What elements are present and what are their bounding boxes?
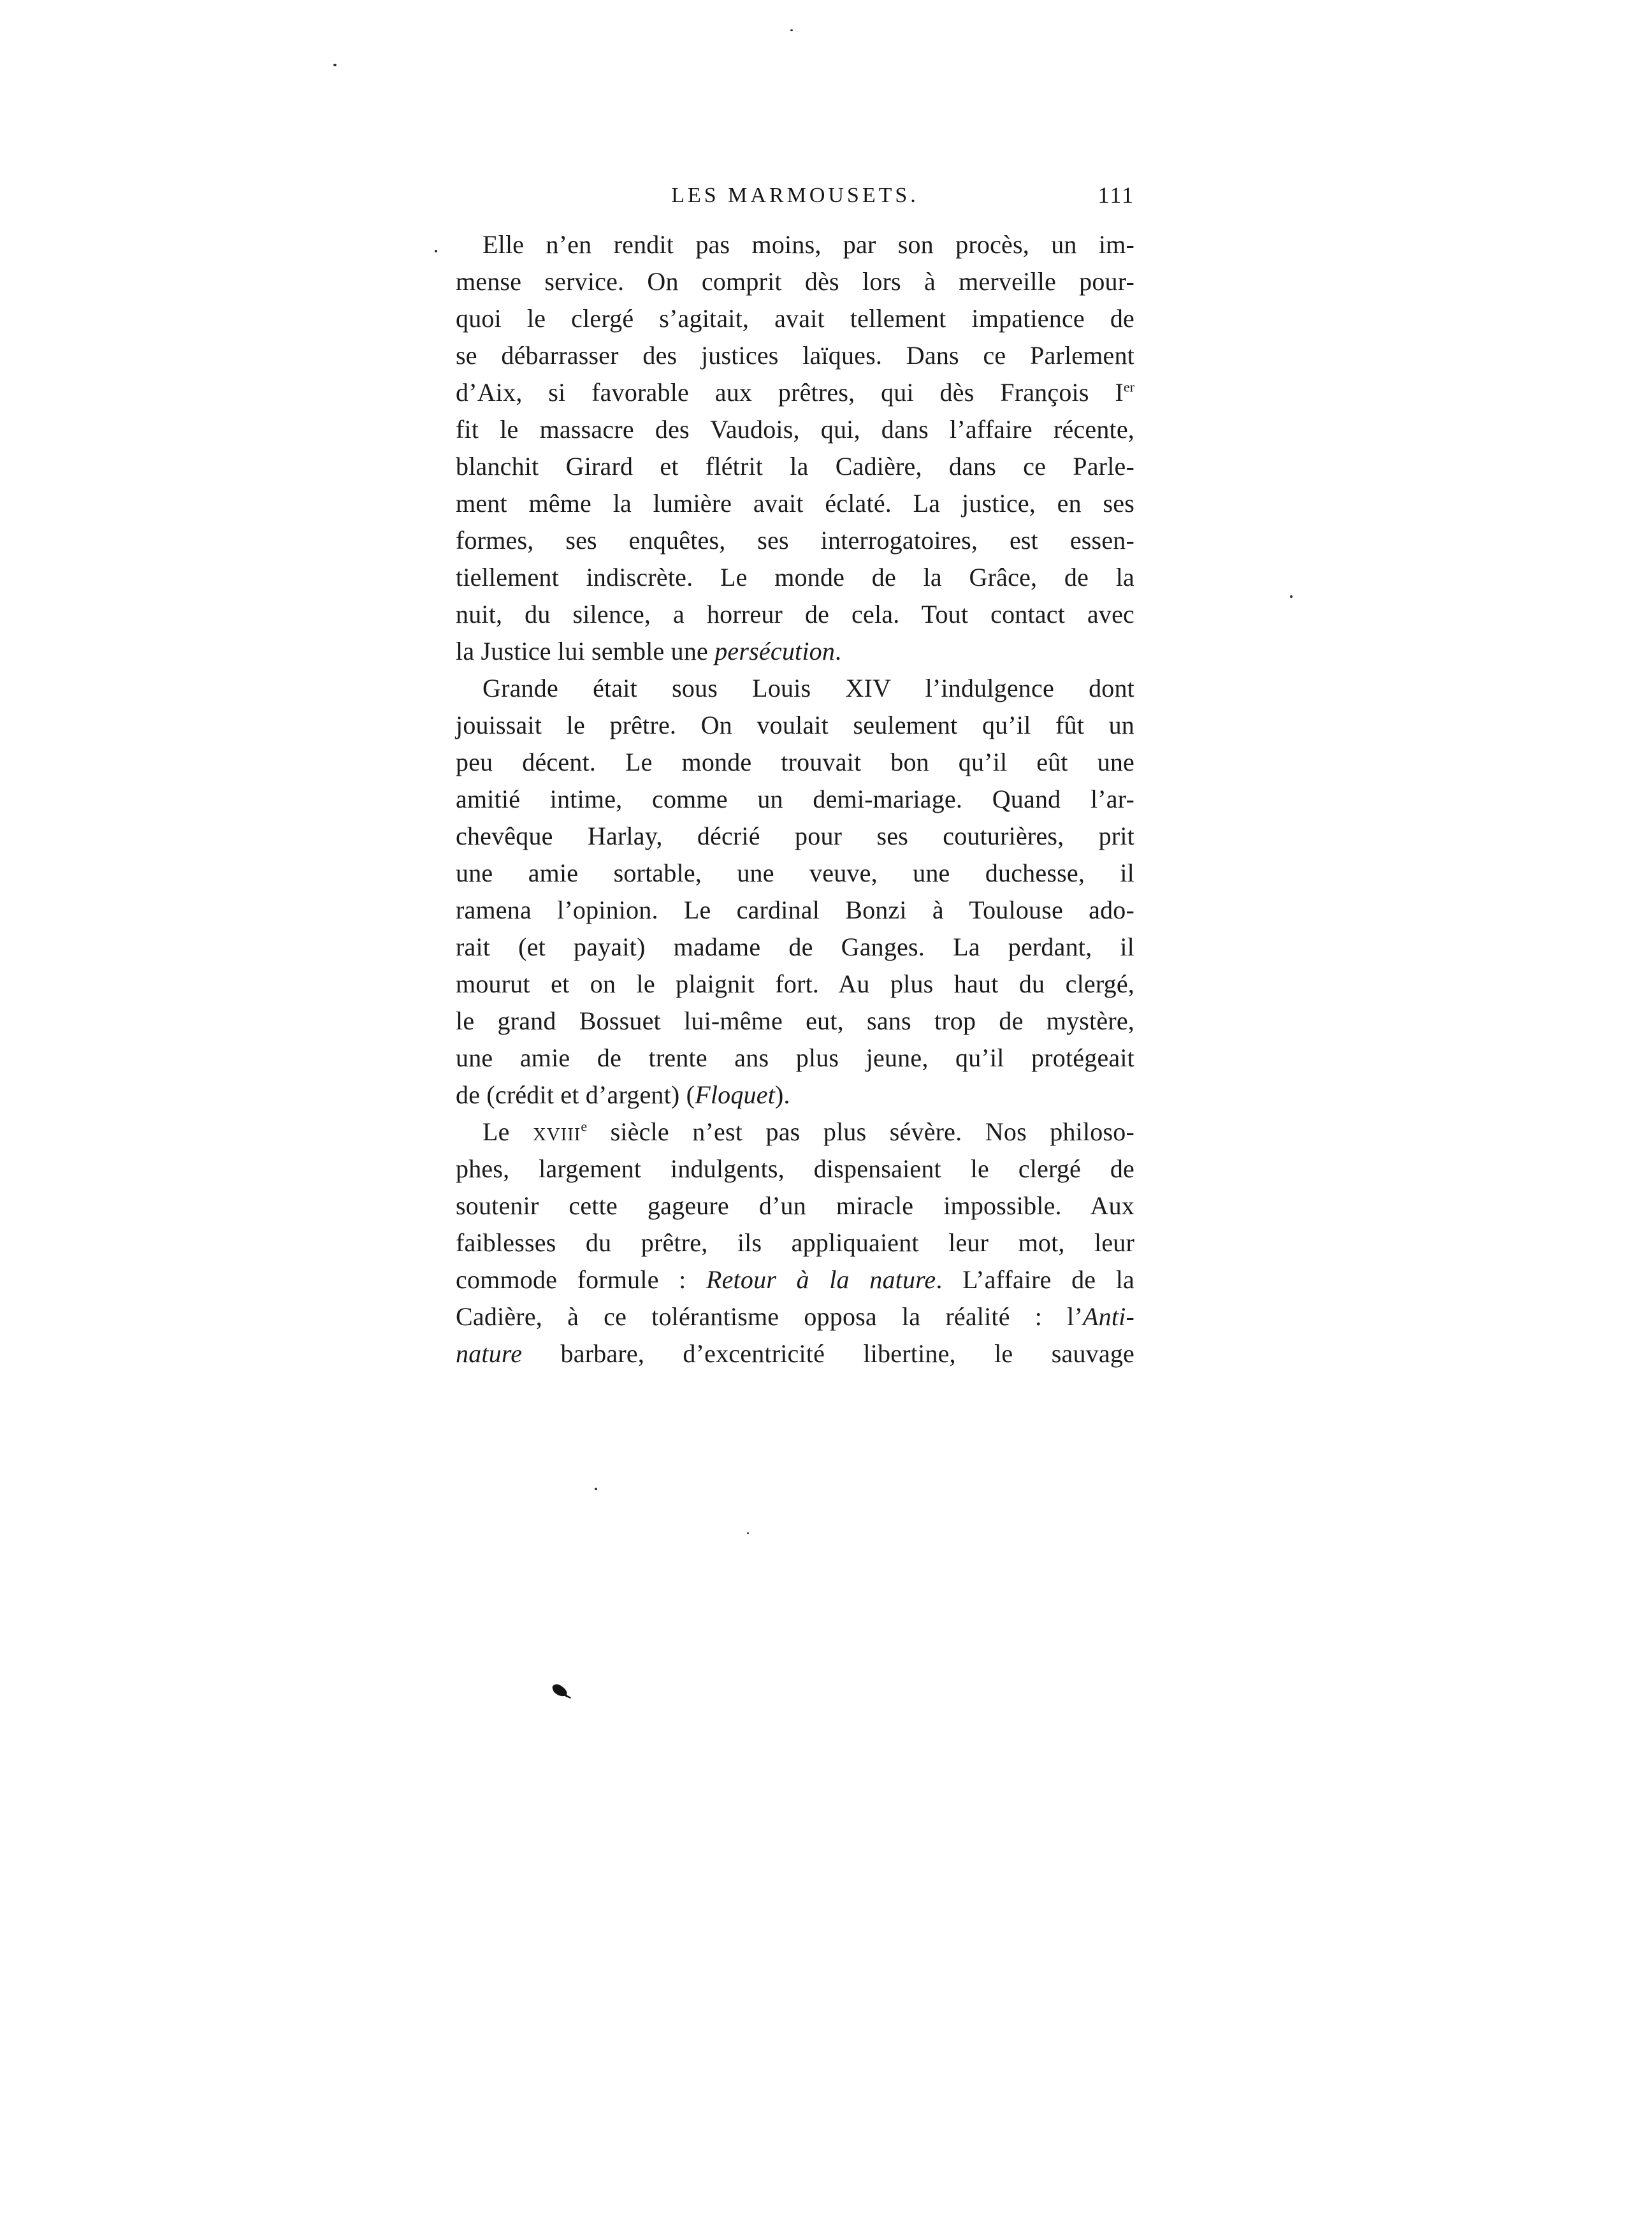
text-line: mourut et on le plaignit fort. Au plus haut du clergé,	[456, 969, 1134, 998]
text-line: nuit, du silence, a horreur de cela. Tout contact avec	[456, 600, 1134, 628]
text-line: tiellement indiscrète. Le monde de la Grâce, de la	[456, 563, 1134, 592]
text-line: nature barbare, d’excentricité libertine, le sauvage	[456, 1339, 1134, 1368]
scan-speck	[435, 250, 437, 252]
text-line: jouissait le prêtre. On voulait seulement qu’il fût un	[456, 711, 1134, 739]
text-line: peu décent. Le monde trouvait bon qu’il eût une	[456, 748, 1134, 776]
text-line: de (crédit et d’argent) (Floquet).	[456, 1080, 790, 1109]
page-number: 111	[1098, 182, 1134, 208]
text-line: d’Aix, si favorable aux prêtres, qui dès François Ier	[456, 378, 1134, 407]
text-line: phes, largement indulgents, dispensaient le clergé de	[456, 1154, 1134, 1183]
text-line: chevêque Harlay, décrié pour ses couturières, prit	[456, 822, 1134, 850]
text-line: Cadière, à ce tolérantisme opposa la réalité : l’Anti-	[456, 1302, 1134, 1331]
text-line: soutenir cette gageure d’un miracle impossible. Aux	[456, 1191, 1134, 1220]
text-line: quoi le clergé s’agitait, avait tellement impatience de	[456, 304, 1134, 333]
text-line: se débarrasser des justices laïques. Dans ce Parlement	[456, 341, 1134, 370]
text-line: formes, ses enquêtes, ses interrogatoires, est essen-	[456, 526, 1134, 555]
text-line: mense service. On comprit dès lors à merveille pour-	[456, 267, 1134, 296]
text-line: Grande était sous Louis XIV l’indulgence dont	[482, 674, 1134, 702]
text-line: amitié intime, comme un demi-mariage. Quand l’ar-	[456, 785, 1134, 813]
scan-speck	[595, 1488, 597, 1490]
text-line: Elle n’en rendit pas moins, par son procès, un im-	[482, 230, 1134, 259]
text-line: fit le massacre des Vaudois, qui, dans l’affaire récente,	[456, 415, 1134, 444]
text-line: faiblesses du prêtre, ils appliquaient leur mot, leur	[456, 1228, 1134, 1257]
text-line: une amie sortable, une veuve, une duchesse, il	[456, 859, 1134, 887]
text-line: Le XVIIIe siècle n’est pas plus sévère. Nos philoso-	[482, 1117, 1134, 1146]
body-text-block	[456, 226, 1134, 1372]
text-line: le grand Bossuet lui-même eut, sans trop de mystère,	[456, 1006, 1134, 1035]
scan-speck	[790, 29, 793, 31]
scan-speck	[333, 64, 337, 66]
scan-speck	[1290, 595, 1293, 598]
scan-speck	[747, 1532, 749, 1534]
text-line: commode formule : Retour à la nature. L’affaire de la	[456, 1265, 1134, 1294]
text-line: ramena l’opinion. Le cardinal Bonzi à Toulouse ado-	[456, 896, 1134, 924]
ink-blot	[549, 1683, 575, 1702]
text-line: rait (et payait) madame de Ganges. La perdant, il	[456, 933, 1134, 961]
text-line: la Justice lui semble une persécution.	[456, 637, 842, 665]
running-title: LES MARMOUSETS.	[671, 184, 919, 207]
text-line: une amie de trente ans plus jeune, qu’il protégeait	[456, 1043, 1134, 1072]
text-line: ment même la lumière avait éclaté. La justice, en ses	[456, 489, 1134, 518]
text-line: blanchit Girard et flétrit la Cadière, dans ce Parle-	[456, 452, 1134, 481]
